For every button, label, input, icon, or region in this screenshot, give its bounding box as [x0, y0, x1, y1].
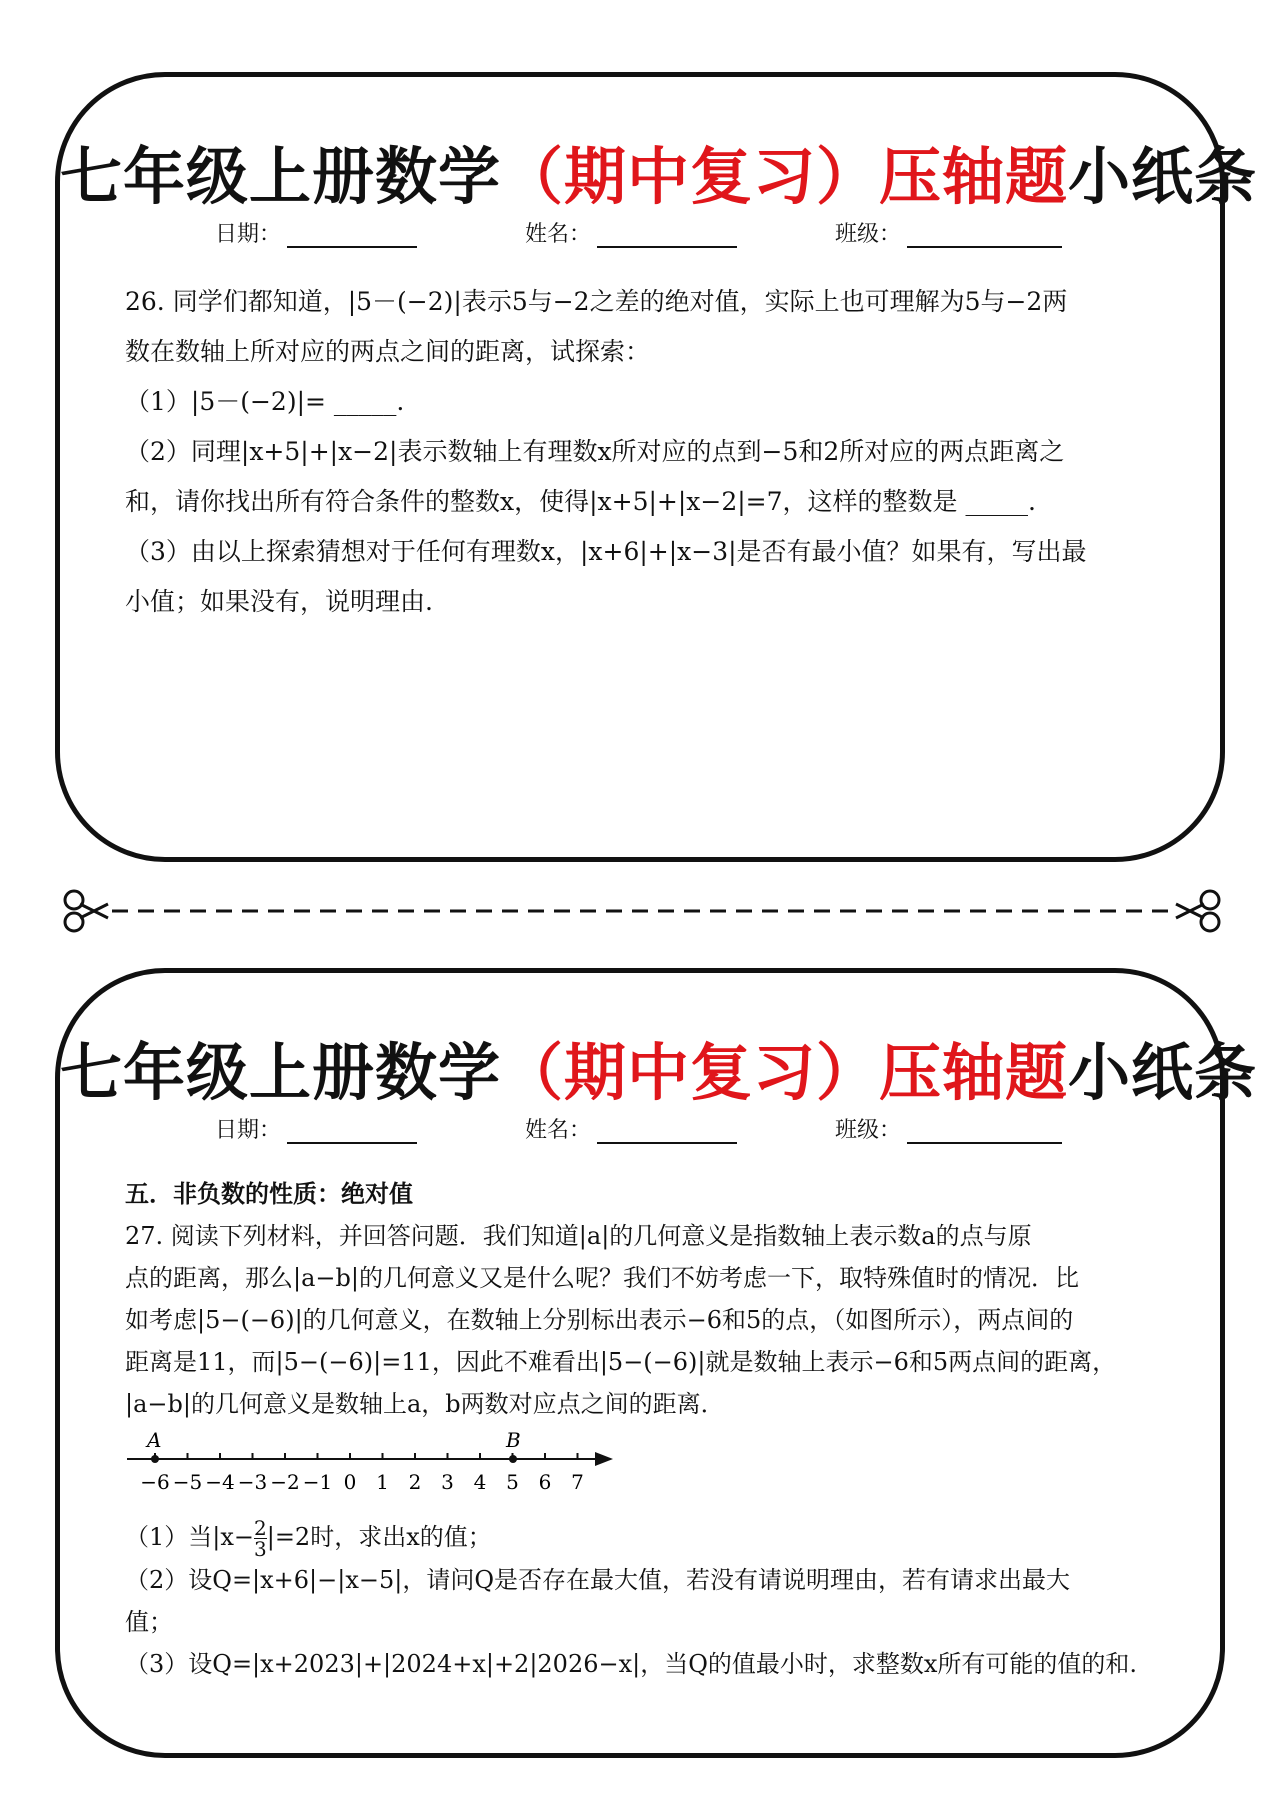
name-label: 姓名：: [525, 222, 592, 247]
class-field[interactable]: [835, 1113, 1062, 1144]
section-heading: 五．非负数的性质：绝对值: [125, 1179, 413, 1208]
q26-part-2a: （2）同理|x+5|+|x−2|表示数轴上有理数x所对应的点到−5和2所对应的两点距离之: [125, 437, 1065, 466]
date-field[interactable]: [215, 217, 417, 248]
worksheet-card-bottom: [55, 968, 1258, 1758]
axis-tick-label: −6: [140, 1470, 170, 1494]
worksheet-card-top: [55, 72, 1258, 862]
class-field[interactable]: [835, 217, 1062, 248]
axis-tick-label: −3: [237, 1470, 268, 1494]
name-label: 姓名：: [525, 1118, 592, 1143]
name-field[interactable]: [525, 1113, 737, 1144]
q26-part-2b: 和，请你找出所有符合条件的整数x，使得|x+5|+|x−2|=7，这样的整数是 _____.: [125, 487, 1036, 516]
axis-tick-label: 1: [376, 1470, 389, 1494]
fraction-den: 3: [254, 1537, 267, 1561]
q26-part-1: （1）|5－(−2)|= _____.: [125, 387, 405, 416]
class-label: 班级：: [835, 222, 902, 247]
label-b: B: [506, 1431, 521, 1452]
date-blank[interactable]: [287, 222, 417, 248]
axis-tick-label: 0: [343, 1470, 357, 1494]
q27-part-3: （3）设Q=|x+2023|+|2024+x|+2|2026−x|，当Q的值最小时，求整数x所有可能的值的和.: [125, 1650, 1138, 1678]
q27-line-3: 如考虑|5−(−6)|的几何意义，在数轴上分别标出表示−6和5的点，（如图所示），两点间的: [125, 1306, 1074, 1334]
title-prefix: 七年级上册数学: [60, 140, 502, 213]
point-a: [151, 1455, 159, 1463]
header-fields: [60, 1113, 1220, 1153]
axis-tick-label: 5: [506, 1470, 519, 1494]
axis-tick-label: −5: [172, 1470, 203, 1494]
name-blank[interactable]: [597, 1118, 737, 1144]
label-a: A: [147, 1431, 162, 1452]
axis-tick-label: 6: [538, 1470, 552, 1494]
date-label: 日期：: [215, 1118, 282, 1143]
axis-tick-label: 4: [473, 1470, 487, 1494]
fraction-num: 2: [254, 1516, 267, 1540]
title-prefix: 七年级上册数学: [60, 1036, 502, 1109]
q27-line-4: 距离是11，而|5−(−6)|=11，因此不难看出|5−(−6)|就是数轴上表示−6和5两点间的距离，: [125, 1348, 1117, 1376]
question-26: [125, 277, 1155, 627]
q27-part-2b: 值；: [125, 1608, 173, 1636]
axis-arrow-icon: [595, 1452, 613, 1466]
cut-line: [60, 880, 1225, 940]
title-red: （期中复习）压轴题: [501, 140, 1069, 213]
q26-intro: 26. 同学们都知道，|5－(−2)|表示5与−2之差的绝对值，实际上也可理解为5与−2两: [125, 287, 1068, 316]
class-blank[interactable]: [907, 222, 1062, 248]
number-line: [125, 1431, 625, 1501]
class-label: 班级：: [835, 1118, 902, 1143]
axis-tick-label: 2: [408, 1470, 422, 1494]
q27-line-5: |a−b|的几何意义是数轴上a，b两数对应点之间的距离．: [125, 1390, 725, 1418]
q27-line-1: 27. 阅读下列材料，并回答问题．我们知道|a|的几何意义是指数轴上表示数a的点与原: [125, 1222, 1032, 1250]
title-suffix: 小纸条: [1068, 1036, 1258, 1109]
q26-part-3a: （3）由以上探索猜想对于任何有理数x，|x+6|+|x−3|是否有最小值？如果有，写出最: [125, 537, 1087, 566]
title-red: （期中复习）压轴题: [501, 1036, 1069, 1109]
scissors-icon: [65, 891, 108, 931]
axis-tick-label: 3: [441, 1470, 454, 1494]
card-title: [60, 127, 1258, 216]
title-suffix: 小纸条: [1068, 140, 1258, 213]
scissors-icon-right: [1176, 891, 1219, 931]
point-b: [509, 1455, 517, 1463]
date-field[interactable]: [215, 1113, 417, 1144]
question-27: [125, 1173, 1155, 1685]
header-fields: [60, 217, 1220, 257]
name-field[interactable]: [525, 217, 737, 248]
q27-part-2a: （2）设Q=|x+6|−|x−5|，请问Q是否存在最大值，若没有请说明理由，若有请求出最大: [125, 1566, 1071, 1594]
q26-part-3b: 小值；如果没有，说明理由.: [125, 587, 433, 616]
card-title: [60, 1023, 1258, 1112]
q26-intro-2: 数在数轴上所对应的两点之间的距离，试探索：: [125, 337, 651, 366]
q27-line-2: 点的距离，那么|a−b|的几何意义又是什么呢？我们不妨考虑一下，取特殊值时的情况．比: [125, 1264, 1079, 1292]
q27-p1-pre: （1）当|x−: [125, 1523, 254, 1551]
name-blank[interactable]: [597, 222, 737, 248]
axis-tick-label: −4: [205, 1470, 235, 1494]
q27-part-1: [125, 1516, 1155, 1559]
axis-tick-label: −2: [270, 1470, 300, 1494]
axis-tick-label: −1: [302, 1470, 333, 1494]
q27-p1-post: |=2时，求出x的值；: [266, 1523, 492, 1551]
date-label: 日期：: [215, 222, 282, 247]
date-blank[interactable]: [287, 1118, 417, 1144]
fraction: [254, 1518, 267, 1559]
class-blank[interactable]: [907, 1118, 1062, 1144]
axis-tick-label: 7: [571, 1470, 584, 1494]
